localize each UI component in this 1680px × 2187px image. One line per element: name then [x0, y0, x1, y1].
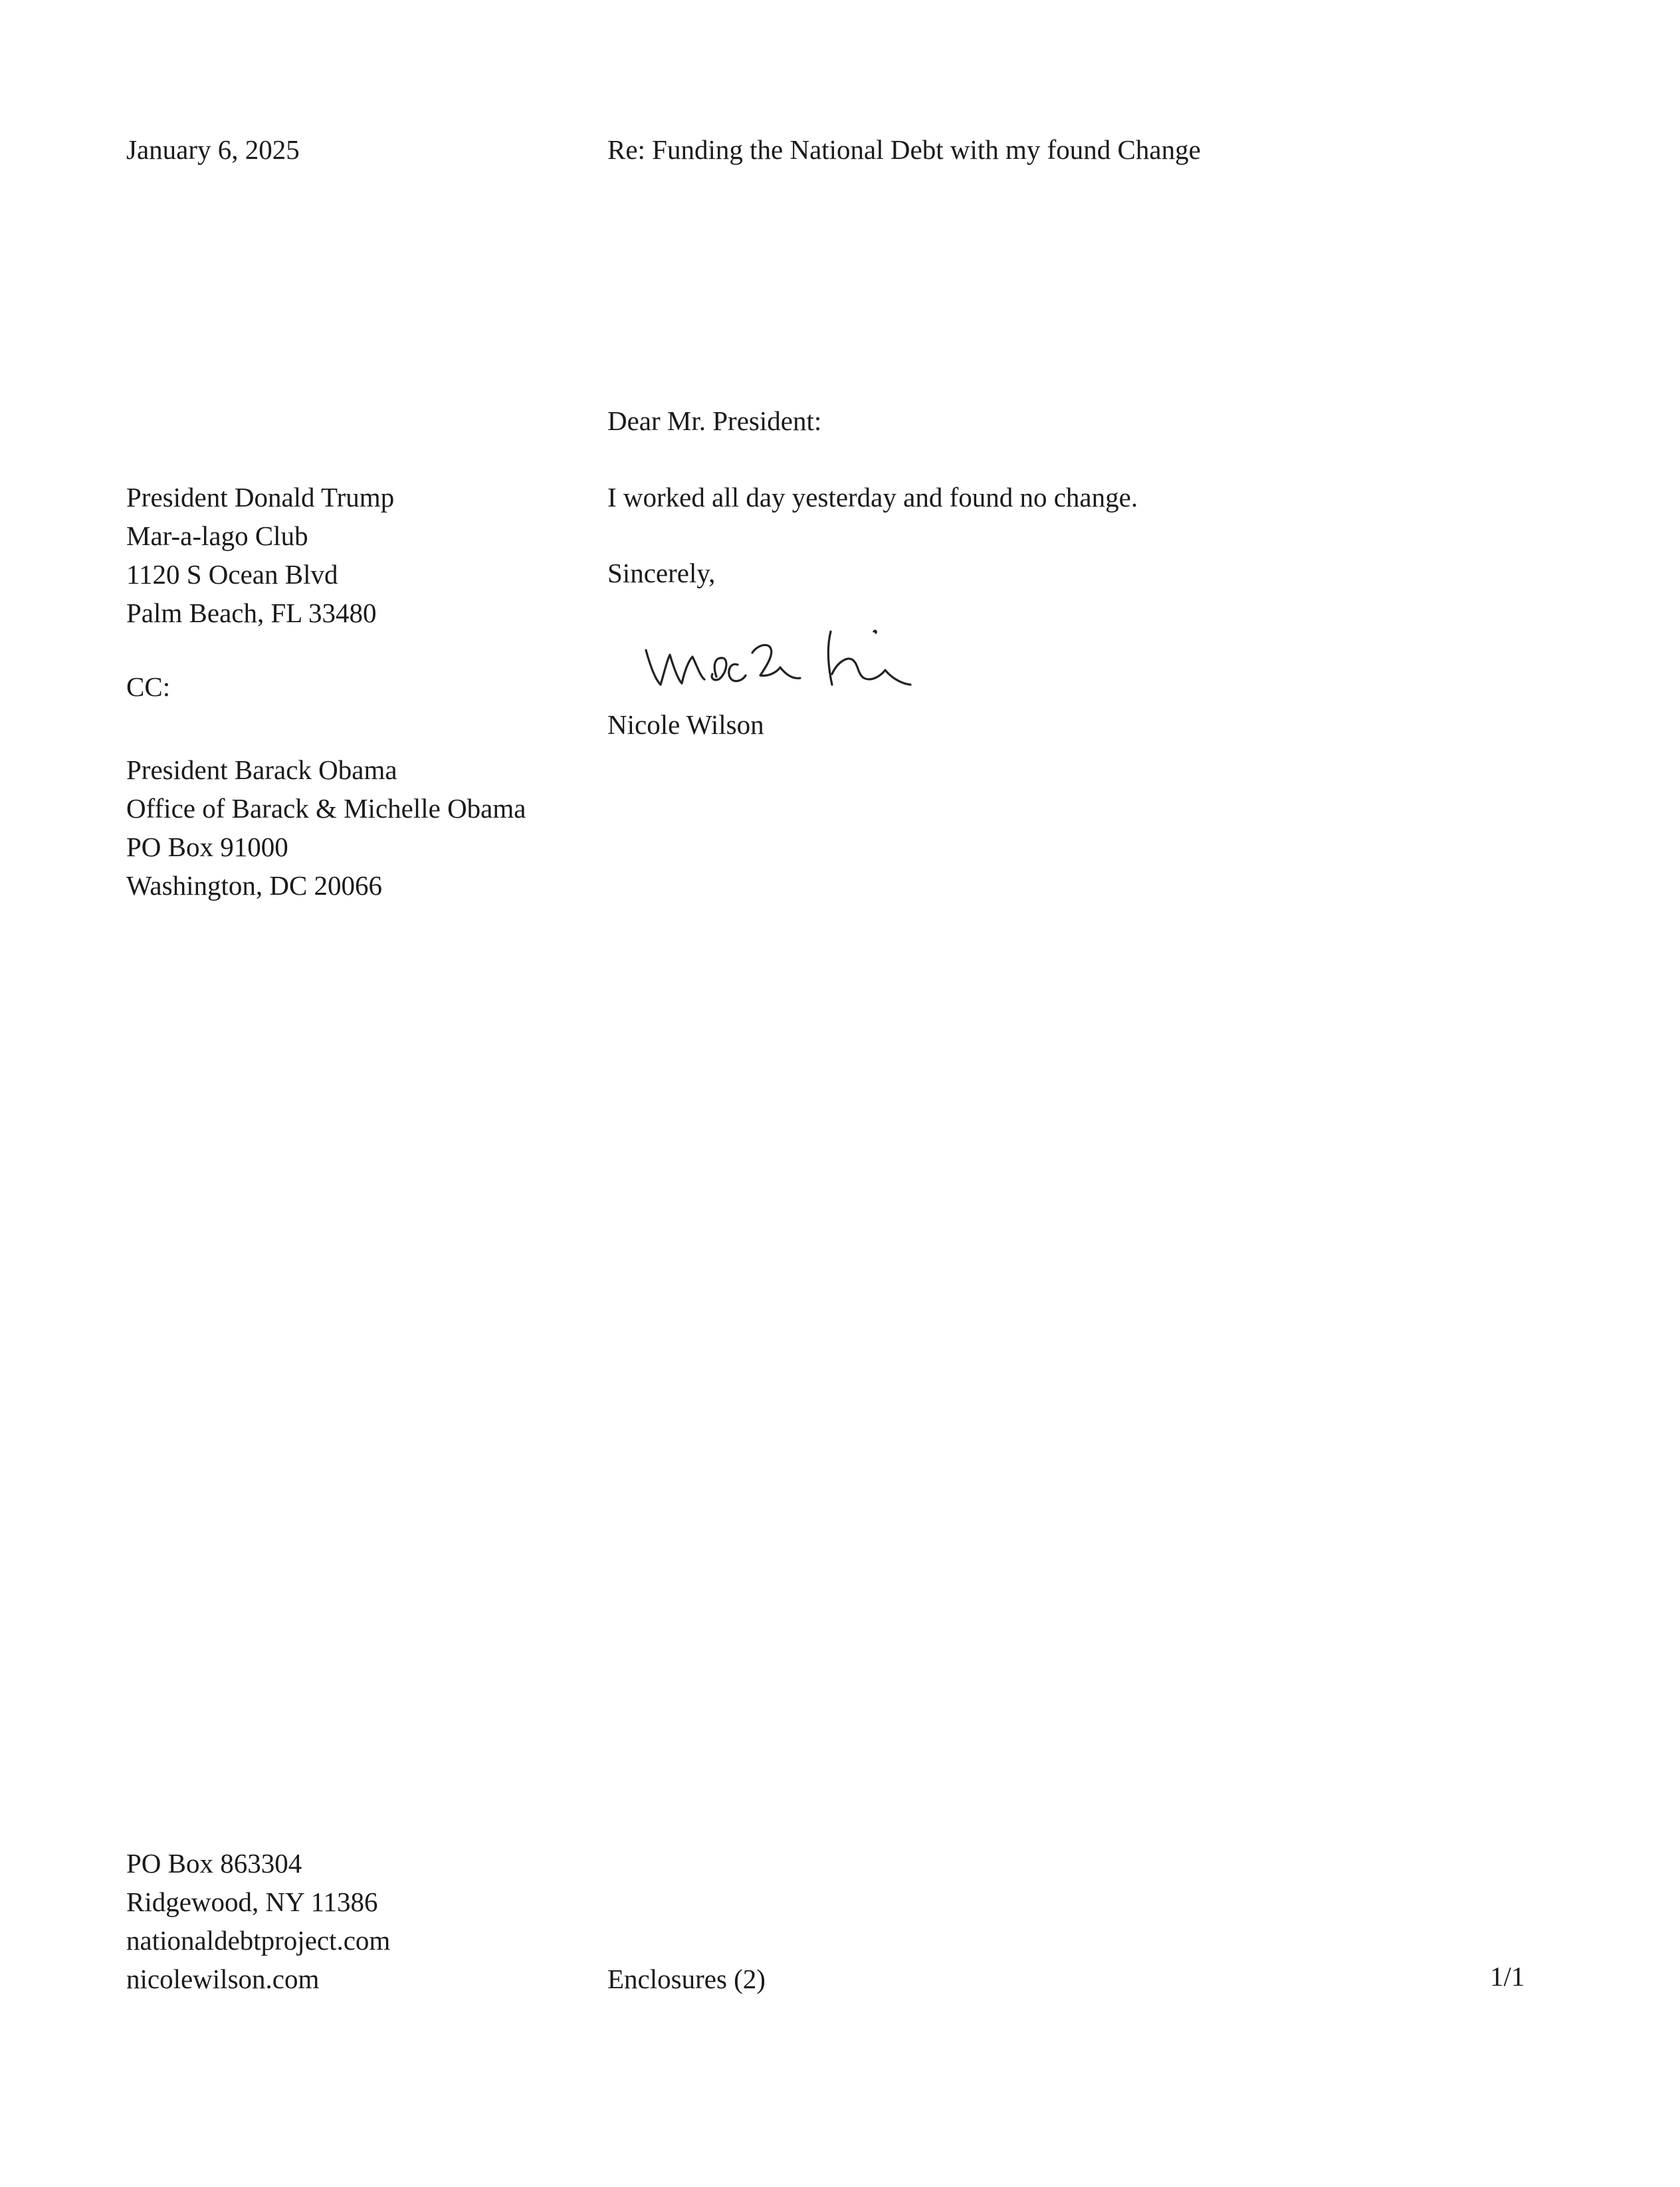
recipient-line: Palm Beach, FL 33480 — [126, 598, 377, 628]
cc-line: President Barack Obama — [126, 754, 397, 785]
letter-date: January 6, 2025 — [126, 134, 300, 165]
cc-label: CC: — [126, 671, 171, 702]
page-number: 1/1 — [1490, 1961, 1525, 1992]
cc-line: PO Box 91000 — [126, 832, 288, 862]
cc-address — [126, 750, 526, 905]
recipient-line: President Donald Trump — [126, 482, 395, 513]
salutation: Dear Mr. President: — [607, 405, 822, 436]
sender-line: nationaldebtproject.com — [126, 1925, 391, 1956]
cc-line: Washington, DC 20066 — [126, 870, 383, 901]
closing: Sincerely, — [607, 558, 716, 588]
sender-address — [126, 1844, 390, 1998]
enclosures-note: Enclosures (2) — [607, 1964, 766, 1994]
handwritten-signature — [638, 618, 1010, 705]
cc-line: Office of Barack & Michelle Obama — [126, 793, 526, 824]
sender-line: nicolewilson.com — [126, 1964, 320, 1994]
letter-subject: Re: Funding the National Debt with my found Change — [607, 134, 1201, 165]
signer-name: Nicole Wilson — [607, 709, 764, 740]
sender-line: Ridgewood, NY 11386 — [126, 1887, 378, 1917]
recipient-line: Mar-a-lago Club — [126, 520, 308, 551]
recipient-line: 1120 S Ocean Blvd — [126, 559, 338, 590]
letter-body: I worked all day yesterday and found no change. — [607, 482, 1138, 513]
sender-line: PO Box 863304 — [126, 1848, 302, 1879]
recipient-address — [126, 478, 394, 632]
